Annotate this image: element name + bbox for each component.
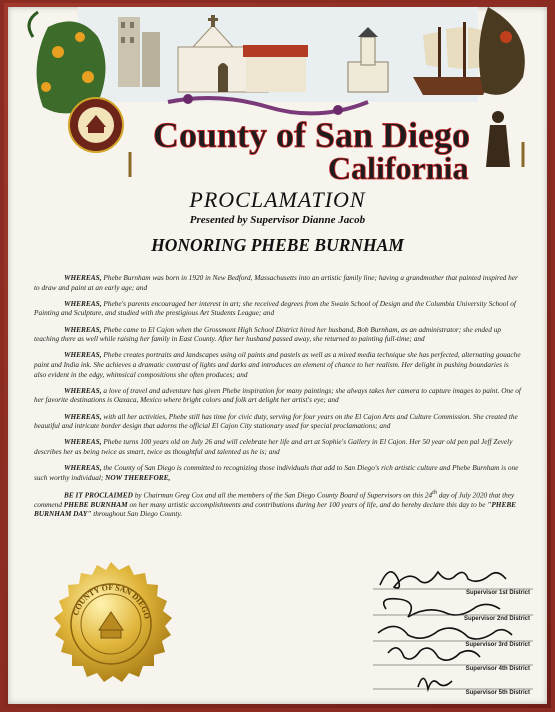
whereas-paragraph: WHEREAS, Phebe creates portraits and landscapes using oil paints and pastels as well as a mixed media technique she has perfected, alternating gouache paint and India ink. She achieves a dramatic contrast of lights and darks and introduces an element of chance to her realism. Her delight in pushing boundaries is also evident in the edgy, whimsical compositions she often produces; and <box>34 350 521 379</box>
whereas-paragraph: WHEREAS, Phebe's parents encouraged her interest in art; she received degrees from the Swain School of Design and the Columbia University School of Painting and Sculpture, and studied with the prestigious Art Students League; and <box>34 298 516 318</box>
whereas-paragraph: WHEREAS, Phebe came to El Cajon when the Grossmont High School District hired her husband, Bob Burnham, as an administrator; she ended up teaching there as well while raising her family in East County. After her husband passed away, she returned to painting full-time; and <box>34 324 502 344</box>
proclamation-page <box>8 7 547 704</box>
state-title: California <box>328 150 469 186</box>
signature-4 <box>388 648 480 660</box>
svg-text:COUNTY OF SAN DIEGO: COUNTY OF SAN DIEGO <box>71 582 152 620</box>
whereas-paragraph: WHEREAS, the County of San Diego is committed to recognizing those individuals that add to San Diego's rich artistic culture and Phebe Burnham is one such worthy individual; NOW THEREFORE, <box>34 463 519 482</box>
signature-label-3: Supervisor 3rd District <box>465 642 530 648</box>
signature-2 <box>384 599 500 617</box>
signature-5 <box>418 678 452 689</box>
signature-label-5: Supervisor 5th District <box>465 690 530 696</box>
signature-label-2: Supervisor 2nd District <box>463 616 530 622</box>
gold-seal-icon <box>41 560 181 700</box>
county-seal-small-icon <box>69 98 123 152</box>
signature-3 <box>378 626 512 639</box>
county-banner-illustration <box>18 7 538 187</box>
whereas-paragraph: WHEREAS, Phebe Burnham was born in 1920 in New Bedford, Massachusetts into an artistic family line; having a grandmother that painted inspired her to draw and paint at an early age; and <box>34 273 518 292</box>
presented-by: Presented by Supervisor Dianne Jacob <box>189 214 366 226</box>
signature-label-1: Supervisor 1st District <box>465 590 530 596</box>
whereas-paragraph: WHEREAS, with all her activities, Phebe still has time for civic duty, serving for four years on the El Cajon Arts and Culture Commission. She created the beautiful and intricate border design that adorns the official El Cajon City stationary used for special proclamations; and <box>34 411 518 431</box>
county-title: County of San Diego <box>153 115 471 155</box>
padre-figure-icon <box>486 111 510 167</box>
whereas-paragraph: WHEREAS, Phebe turns 100 years old on July 26 and will celebrate her life and art at Sophie's Gallery in El Cajon. Her 50 year old pen pal Jeff Zevely describes her as being twice as smart, twice as thoughtful and talented as he is; and <box>34 437 513 456</box>
proclaimed-paragraph: BE IT PROCLAIMED by Chairman Greg Cox and all the members of the San Diego County Board of Supervisors on this 24th day of July 2020 that they commend PHEBE BURNHAM on her many artistic accomplishments and contributions during her 100 years of life, and do hereby declare this day to be "PHEBE BURNHAM DAY" throughout San Diego County. <box>34 489 517 519</box>
honoring-heading: HONORING PHEBE BURNHAM <box>151 235 404 255</box>
signature-1 <box>380 572 506 588</box>
proclamation-title: PROCLAMATION <box>189 187 366 212</box>
supervisor-signatures <box>368 557 538 697</box>
whereas-paragraph: WHEREAS, a love of travel and adventure has given Phebe inspiration for many paintings; she always takes her camera to capture images to paint. One of her favorite destinations is Oaxaca, Mexico where bright colors and folk art delight her artist's eye; and <box>34 385 521 405</box>
proclamation-body <box>34 273 522 526</box>
signature-label-4: Supervisor 4th District <box>465 666 530 672</box>
